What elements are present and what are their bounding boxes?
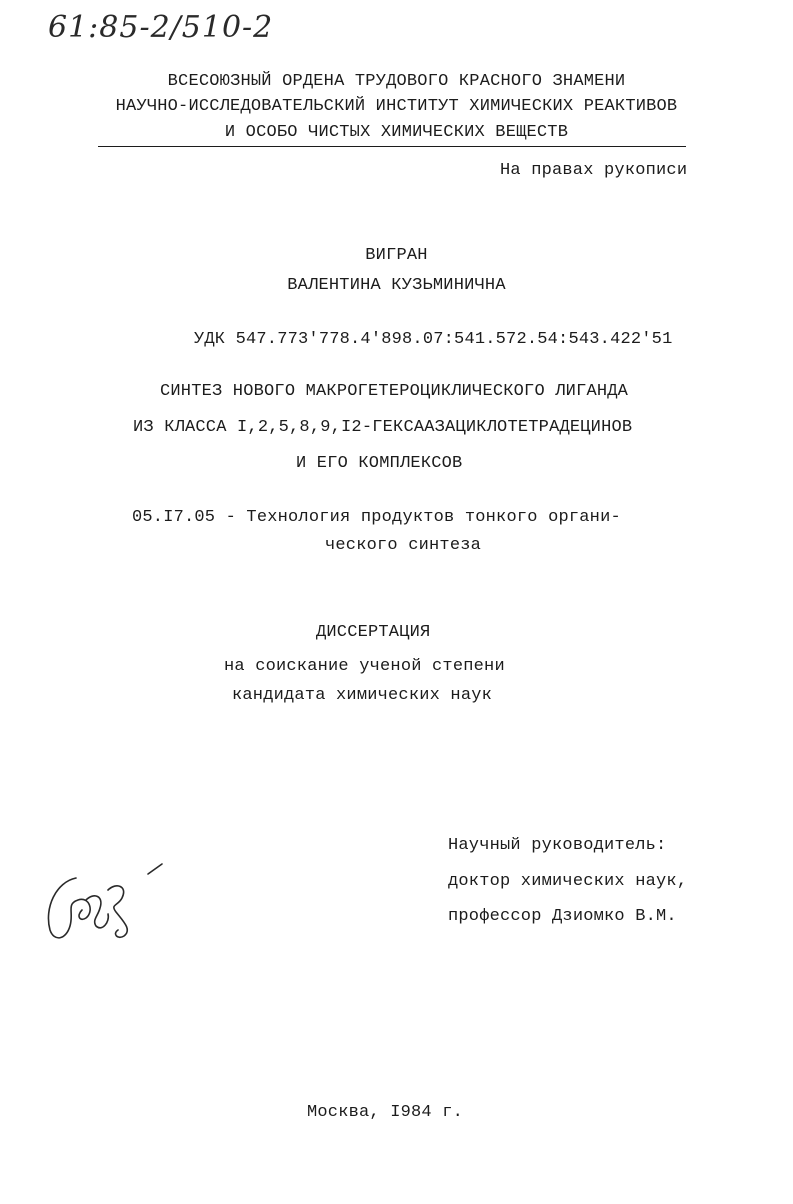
author-surname: ВИГРАН <box>365 246 428 265</box>
title-line-2: ИЗ КЛАССА I,2,5,8,9,I2-ГЕКСААЗАЦИКЛОТЕТРАДЕЦИНОВ <box>133 418 633 437</box>
work-type-heading: ДИССЕРТАЦИЯ <box>316 623 431 642</box>
manuscript-note: На правах рукописи <box>500 161 688 180</box>
specialty-line-1: 05.I7.05 - Технология продуктов тонкого органи- <box>132 508 621 527</box>
place-year: Москва, I984 г. <box>307 1103 464 1122</box>
supervisor-label: Научный руководитель: <box>448 836 667 855</box>
institute-line-3: И ОСОБО ЧИСТЫХ ХИМИЧЕСКИХ ВЕЩЕСТВ <box>224 123 569 142</box>
author-given-names: ВАЛЕНТИНА КУЗЬМИНИЧНА <box>287 276 506 295</box>
specialty-line-2: ческого синтеза <box>325 536 482 555</box>
udc-code: УДК 547.773'778.4'898.07:541.572.54:543.422'51 <box>194 330 673 349</box>
supervisor-degree: доктор химических наук, <box>448 872 688 891</box>
supervisor-name: профессор Дзиомко В.М. <box>448 907 677 926</box>
work-type-line-2: кандидата химических наук <box>232 686 493 705</box>
institute-line-2: НАУЧНО-ИССЛЕДОВАТЕЛЬСКИЙ ИНСТИТУТ ХИМИЧЕСКИХ РЕАКТИВОВ <box>115 97 678 116</box>
title-line-3: И ЕГО КОМПЛЕКСОВ <box>296 454 463 473</box>
signature <box>36 860 176 950</box>
work-type-line-1: на соискание ученой степени <box>224 657 505 676</box>
header-underline <box>98 146 686 147</box>
archive-number: 61:85-2/510-2 <box>48 10 274 45</box>
institute-line-1: ВСЕСОЮЗНЫЙ ОРДЕНА ТРУДОВОГО КРАСНОГО ЗНАМЕНИ <box>167 72 626 91</box>
title-line-1: СИНТЕЗ НОВОГО МАКРОГЕТЕРОЦИКЛИЧЕСКОГО ЛИГАНДА <box>160 382 629 401</box>
